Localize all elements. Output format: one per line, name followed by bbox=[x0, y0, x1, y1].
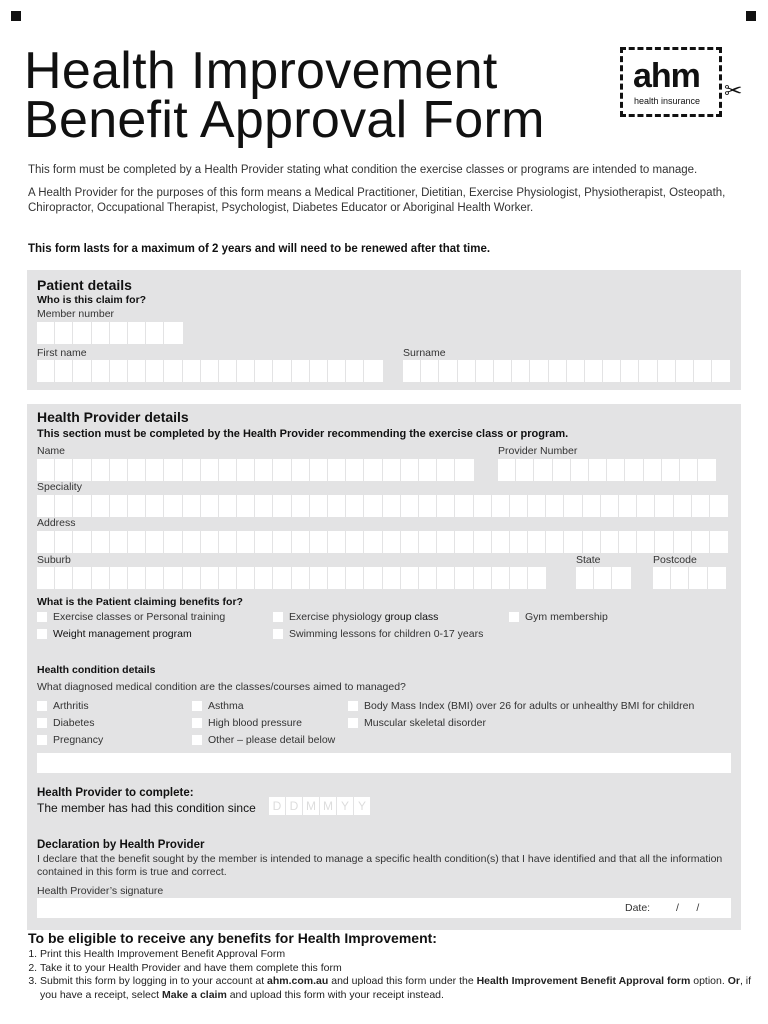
checkbox[interactable] bbox=[348, 718, 358, 728]
date-placeholder-cell: D bbox=[269, 797, 286, 815]
suburb-label: Suburb bbox=[37, 554, 71, 566]
checkbox[interactable] bbox=[37, 735, 47, 745]
first-name-field[interactable] bbox=[37, 360, 383, 382]
signature-field[interactable] bbox=[37, 898, 731, 918]
logo-brand: ahm bbox=[633, 57, 700, 95]
surname-label: Surname bbox=[403, 347, 446, 359]
condition-other-checkbox[interactable] bbox=[192, 734, 335, 746]
benefit-physiology-label: Exercise physiology group class bbox=[289, 611, 439, 623]
condition-question: What diagnosed medical condition are the classes/courses aimed to managed? bbox=[37, 681, 406, 693]
step-1: 1. Print this Health Improvement Benefit Approval Form bbox=[40, 948, 760, 962]
condition-diabetes-label: Diabetes bbox=[53, 717, 95, 729]
condition-other-label: Other – please detail below bbox=[208, 734, 336, 746]
condition-bp-checkbox[interactable] bbox=[192, 717, 302, 729]
checkbox[interactable] bbox=[192, 701, 202, 711]
benefit-gym-label: Gym membership bbox=[525, 611, 608, 623]
intro-paragraph-1: This form must be completed by a Health Provider stating what condition the exercise classes or programs are intended to manage. bbox=[28, 164, 698, 176]
date-slashes: / / bbox=[676, 902, 700, 914]
condition-arthritis-label: Arthritis bbox=[53, 700, 89, 712]
condition-bmi-label: Body Mass Index (BMI) over 26 for adults or unhealthy BMI for children bbox=[364, 700, 695, 712]
provider-number-label: Provider Number bbox=[498, 445, 578, 457]
declaration-title: Declaration by Health Provider bbox=[37, 839, 205, 851]
page-title-line-1: Health Improvement bbox=[24, 42, 498, 100]
registration-mark-left bbox=[11, 11, 21, 21]
checkbox[interactable] bbox=[37, 612, 47, 622]
date-placeholder-cell: Y bbox=[354, 797, 371, 815]
step-3: 3. Submit this form by logging in to your account at ahm.com.au and upload this form under the Health Improvement Benefit Approval form option. Or, if you have a receipt, select Make a claim and upload this form with your receipt instead. bbox=[40, 975, 760, 1002]
suburb-field[interactable] bbox=[37, 567, 546, 589]
complete-section-title: Health Provider to complete: bbox=[37, 787, 194, 799]
first-name-label: First name bbox=[37, 347, 87, 359]
checkbox[interactable] bbox=[37, 718, 47, 728]
checkbox[interactable] bbox=[348, 701, 358, 711]
condition-pregnancy-label: Pregnancy bbox=[53, 734, 104, 746]
patient-section-title: Patient details bbox=[37, 277, 132, 293]
condition-bmi-checkbox[interactable] bbox=[348, 700, 694, 712]
patient-details-panel bbox=[27, 270, 741, 390]
eligibility-title: To be eligible to receive any benefits for Health Improvement: bbox=[28, 930, 437, 946]
provider-name-label: Name bbox=[37, 445, 66, 457]
patient-section-subtitle: Who is this claim for? bbox=[37, 294, 147, 306]
ahm-logo bbox=[620, 47, 743, 117]
condition-msk-label: Muscular skeletal disorder bbox=[364, 717, 486, 729]
logo-tagline: health insurance bbox=[634, 96, 701, 106]
other-condition-detail-field[interactable] bbox=[37, 753, 731, 773]
scissors-icon: ✂ bbox=[724, 78, 743, 103]
benefit-weight-checkbox[interactable] bbox=[37, 628, 192, 640]
state-field[interactable] bbox=[576, 567, 631, 589]
checkbox[interactable] bbox=[273, 612, 283, 622]
date-placeholder-cell: M bbox=[320, 797, 337, 815]
checkbox[interactable] bbox=[509, 612, 519, 622]
declaration-text: I declare that the benefit sought by the member is intended to manage a specific health condition(s) that I have identified and that all the information contained in this form is true and correct. bbox=[37, 853, 723, 878]
benefit-weight-label: Weight management program bbox=[53, 628, 192, 640]
validity-notice: This form lasts for a maximum of 2 years and will need to be renewed after that time. bbox=[28, 243, 491, 255]
provider-details-panel bbox=[27, 404, 741, 930]
step-2: 2. Take it to your Health Provider and have them complete this form bbox=[40, 962, 760, 976]
benefit-physiology-checkbox[interactable] bbox=[273, 611, 438, 623]
condition-diabetes-checkbox[interactable] bbox=[37, 717, 94, 729]
speciality-field[interactable] bbox=[37, 495, 728, 517]
signature-label: Health Provider’s signature bbox=[37, 885, 164, 897]
date-placeholder-cell: M bbox=[303, 797, 320, 815]
benefit-swimming-label: Swimming lessons for children 0-17 years bbox=[289, 628, 484, 640]
checkbox[interactable] bbox=[37, 629, 47, 639]
intro-paragraph-2: A Health Provider for the purposes of this form means a Medical Practitioner, Dietitian, Exercise Physiologist, Physiotherapist, Osteopath, Chiropractor, Occupational Therapist, Psychologist, Diabetes Educator or Aboriginal Health Worker. bbox=[28, 187, 726, 214]
condition-pregnancy-checkbox[interactable] bbox=[37, 734, 103, 746]
condition-bp-label: High blood pressure bbox=[208, 717, 302, 729]
benefit-exercise-checkbox[interactable] bbox=[37, 611, 225, 623]
address-field[interactable] bbox=[37, 531, 728, 553]
date-placeholder-cell: D bbox=[286, 797, 303, 815]
condition-since-date-field[interactable] bbox=[269, 797, 371, 815]
date-label: Date: bbox=[625, 902, 651, 914]
checkbox[interactable] bbox=[37, 701, 47, 711]
benefits-question: What is the Patient claiming benefits for? bbox=[37, 596, 243, 608]
condition-section-title: Health condition details bbox=[37, 664, 156, 676]
member-number-label: Member number bbox=[37, 308, 115, 320]
provider-section-subtitle: This section must be completed by the Health Provider recommending the exercise class or program. bbox=[37, 428, 569, 440]
date-placeholder-cell: Y bbox=[337, 797, 354, 815]
checkbox[interactable] bbox=[273, 629, 283, 639]
condition-asthma-checkbox[interactable] bbox=[192, 700, 244, 712]
speciality-label: Speciality bbox=[37, 481, 82, 493]
surname-field[interactable] bbox=[403, 360, 730, 382]
checkbox[interactable] bbox=[192, 718, 202, 728]
benefit-exercise-label: Exercise classes or Personal training bbox=[53, 611, 226, 623]
page-title-line-2: Benefit Approval Form bbox=[24, 91, 545, 149]
condition-asthma-label: Asthma bbox=[208, 700, 244, 712]
eligibility-steps bbox=[28, 948, 760, 1002]
state-label: State bbox=[576, 554, 601, 566]
condition-since-text: The member has had this condition since bbox=[37, 801, 256, 815]
provider-number-field[interactable] bbox=[498, 459, 716, 481]
checkbox[interactable] bbox=[192, 735, 202, 745]
provider-section-title: Health Provider details bbox=[37, 409, 189, 425]
member-number-field[interactable] bbox=[37, 322, 183, 344]
condition-arthritis-checkbox[interactable] bbox=[37, 700, 89, 712]
benefit-gym-checkbox[interactable] bbox=[509, 611, 608, 623]
postcode-field[interactable] bbox=[653, 567, 726, 589]
provider-name-field[interactable] bbox=[37, 459, 474, 481]
postcode-label: Postcode bbox=[653, 554, 697, 566]
benefit-swimming-checkbox[interactable] bbox=[273, 628, 483, 640]
registration-mark-right bbox=[746, 11, 756, 21]
condition-msk-checkbox[interactable] bbox=[348, 717, 486, 729]
address-label: Address bbox=[37, 517, 76, 529]
